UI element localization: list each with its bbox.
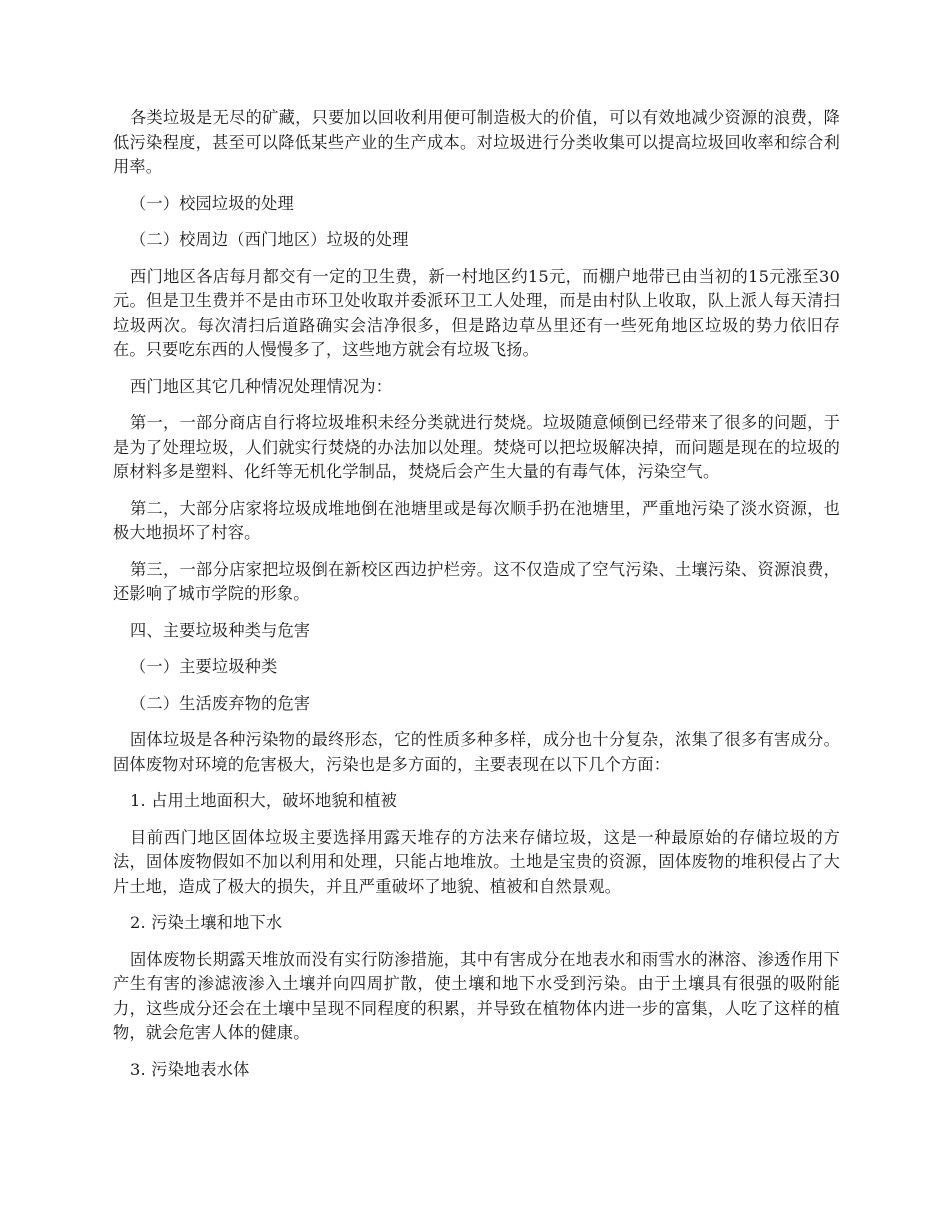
paragraph-sanitation-fee: 西门地区各店每月都交有一定的卫生费，新一村地区约15元，而棚户地带已由当初的15元涨至30元。但是卫生费并不是由市环卫处收取并委派环卫工人处理，而是由村队上收取，队上派人每天清扫垃圾两次。每次清扫后道路确实会洁净很多，但是路边草丛里还有一些死角地区垃圾的势力依旧存在。只要吃东西的人慢慢多了，这些地方就会有垃圾飞扬。 <box>113 266 840 359</box>
paragraph-other-cases: 西门地区其它几种情况处理情况为： <box>130 376 393 396</box>
heading-soil-pollution: 2. 污染土壤和地下水 <box>130 913 283 932</box>
paragraph-second-case: 第二，大部分店家将垃圾成堆地倒在池塘里或是每次顺手扔在池塘里，严重地污染了淡水资源，也极大地损坏了村容。 <box>113 498 840 542</box>
paragraph-third-case: 第三，一部分店家把垃圾倒在新校区西边护栏旁。这不仅造成了空气污染、土壤污染、资源浪费，还影响了城市学院的形象。 <box>113 559 840 603</box>
heading-campus-garbage: （一）校园垃圾的处理 <box>130 193 294 213</box>
heading-surface-water: 3. 污染地表水体 <box>130 1059 250 1079</box>
paragraph-soil-pollution: 固体废物长期露天堆放而没有实行防渗措施，其中有害成分在地表水和雨雪水的淋溶、渗透作用下产生有害的渗滤液渗入土壤并向四周扩散，使土壤和地下水受到污染。由于土壤具有很强的吸附能力，这些成分还会在土壤中呈现不同程度的积累，并导致在植物体内进一步的富集，人吃了这样的植物，就会危害人体的健康。 <box>113 949 840 1042</box>
paragraph-intro: 各类垃圾是无尽的矿藏，只要加以回收利用便可制造极大的价值，可以有效地减少资源的浪费，降低污染程度，甚至可以降低某些产业的生产成本。对垃圾进行分类收集可以提高垃圾回收率和综合利用率。 <box>113 108 840 176</box>
paragraph-first-case: 第一，一部分商店自行将垃圾堆积未经分类就进行焚烧。垃圾随意倾倒已经带来了很多的问题，于是为了处理垃圾，人们就实行焚烧的办法加以处理。焚烧可以把垃圾解决掉，而问题是现在的垃圾的原材料多是塑料、化纤等无机化学制品，焚烧后会产生大量的有毒气体，污染空气。 <box>113 413 840 481</box>
heading-section-four: 四、主要垃圾种类与危害 <box>130 620 311 640</box>
heading-garbage-types: （一）主要垃圾种类 <box>130 657 278 676</box>
heading-land-occupation: 1. 占用土地面积大，破坏地貌和植被 <box>130 791 398 810</box>
document-body <box>113 106 840 1094</box>
paragraph-solid-waste: 固体垃圾是各种污染物的最终形态，它的性质多种多样，成分也十分复杂，浓集了很多有害成分。固体废物对环境的危害极大，污染也是多方面的，主要表现在以下几个方面： <box>113 730 840 774</box>
paragraph-land-occupation: 目前西门地区固体垃圾主要选择用露天堆存的方法来存储垃圾，这是一种最原始的存储垃圾的方法，固体废物假如不加以利用和处理，只能占地堆放。土地是宝贵的资源，固体废物的堆积侵占了大片土地，造成了极大的损失，并且严重破坏了地貌、植被和自然景观。 <box>113 827 840 896</box>
heading-west-gate-garbage: （二）校周边（西门地区）垃圾的处理 <box>130 230 409 249</box>
heading-waste-hazards: （二）生活废弃物的危害 <box>130 693 311 713</box>
